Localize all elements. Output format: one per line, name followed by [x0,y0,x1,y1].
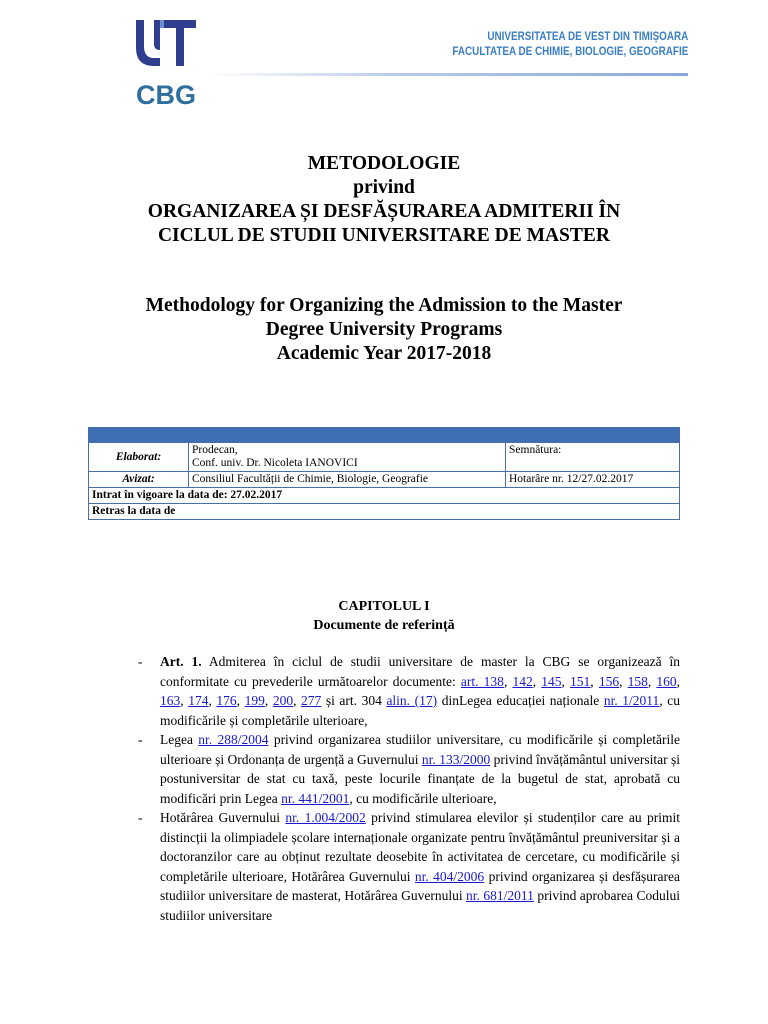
table-row [89,504,680,520]
document-subtitle [0,294,768,366]
header-divider [208,73,688,76]
link-oug-133-2000[interactable]: nr. 133/2000 [421,751,491,767]
intrat-in-vigoare: Intrat în vigoare la data de: 27.02.2017 [89,488,680,504]
text-run: , [293,693,302,708]
article-label: Art. 1. [160,654,202,669]
subtitle-line-1: Methodology for Organizing the Admission to the Master [145,295,623,316]
text-run: , [590,673,599,689]
subtitle-line-2: Degree University Programs [265,319,503,340]
text-run: dinLegea educației naționale [437,693,604,708]
faculty-name: FACULTATEA DE CHIMIE, BIOLOGIE, GEOGRAFIE [452,46,688,58]
list-item [136,652,680,730]
university-logo [130,14,200,110]
link-art-163[interactable]: 163 [160,693,181,708]
retras-la-data: Retras la data de [89,504,680,520]
link-alin-17[interactable]: alin. (17) [386,693,438,708]
logo-cbg-text: CBG [136,80,196,110]
link-art-145[interactable]: 145 [541,673,562,689]
text-run: , [619,673,628,689]
approval-table [88,427,680,520]
link-legea-288-2004[interactable]: nr. 288/2004 [198,732,269,747]
table-row [89,443,680,472]
text-run: privind aprobarea Codului studiilor universitare [160,888,680,923]
table-row [89,488,680,504]
text-run: , [208,693,217,708]
link-hg-681-2011[interactable]: nr. 681/2011 [466,888,534,903]
subtitle-line-3: Academic Year 2017-2018 [276,343,492,364]
table-header-bar [89,428,680,443]
bullet-marker: - [138,810,143,825]
link-art-176[interactable]: 176 [216,693,237,708]
title-line-4: CICLUL DE STUDII UNIVERSITARE DE MASTER [157,225,611,246]
link-art-142[interactable]: 142 [512,673,533,689]
link-art-158[interactable]: 158 [627,673,648,689]
elaborat-value [189,443,506,472]
table-row [89,472,680,488]
text-run: privind organizarea studiilor universitare, cu modificările și completările ulterioare și Ordonanța de urgență a Guvernului [160,732,680,767]
text-run: privind organizarea și desfășurarea studiilor universitare de masterat, Hotărârea Guvernului [160,868,680,903]
list-item [136,730,680,808]
chapter-title: CAPITOLUL I [338,599,430,614]
text-run: , [676,673,680,689]
bullet-marker: - [138,732,143,747]
text-run: , [532,673,542,689]
bullet-marker: - [138,654,143,669]
text-run: Hotărârea Guvernului [160,810,286,825]
link-hg-404-2006[interactable]: nr. 404/2006 [414,868,485,884]
link-art-156[interactable]: 156 [598,673,620,689]
ut-logo-mark-icon [130,14,200,78]
text-run: , [503,673,513,689]
text-run: și art. 304 [321,693,387,708]
text-run: , [236,693,245,708]
text-run: Admiterea în ciclul de studii universitare de master la CBG se organizează în conformitate cu prevederile următoarelor documente: [160,654,680,689]
title-line-1: METODOLOGIE [307,153,461,174]
reference-documents-list [136,652,680,925]
text-run: , [264,693,273,708]
elaborat-person: Conf. univ. Dr. Nicoleta IANOVICI [192,457,358,469]
institution-names [452,30,688,60]
link-art-151[interactable]: 151 [570,673,591,689]
avizat-label: Avizat: [89,472,189,488]
link-legea-1-2011[interactable]: nr. 1/2011 [603,693,660,708]
text-run: , cu modificările ulterioare, [349,790,497,806]
document-title [0,152,768,248]
chapter-heading [0,597,768,635]
text-run: Legea [160,732,199,747]
text-run: privind învățământul universitar și postuniversitar de stat cu taxă, peste locurile finanțate de la bugetul de stat, aprobată cu modificări prin Legea [160,751,680,806]
list-item [136,808,680,925]
title-line-3: ORGANIZAREA ȘI DESFĂȘURAREA ADMITERII ÎN [147,201,621,222]
semnatura-cell: Semnătura: [506,443,680,472]
avizat-value: Consiliul Facultății de Chimie, Biologie, Geografie [189,472,506,488]
elaborat-label: Elaborat: [89,443,189,472]
hotarare-value: Hotarâre nr. 12/27.02.2017 [506,472,680,488]
text-run: , cu modificările și completările ulterioare, [160,693,680,728]
page-header [0,0,768,120]
university-name: UNIVERSITATEA DE VEST DIN TIMIȘOARA [487,31,688,43]
text-run: , [647,673,657,689]
title-line-2: privind [353,177,415,198]
link-art-200[interactable]: 200 [272,693,294,708]
link-art-277[interactable]: 277 [301,693,322,708]
link-legea-441-2001[interactable]: nr. 441/2001 [281,790,350,806]
text-run: privind stimularea elevilor și studenților care au primit distincții la olimpiadele școlare internaționale organizate pentru învățământul preuniversitar și a doctoranzilor care au obținut rezultate deosebite în activitatea de cercetare, cu modificările și completările ulterioare, Hotărârea Guvernului [160,810,680,884]
chapter-subtitle: Documente de referință [313,618,455,633]
link-art-138[interactable]: art. 138 [460,673,504,689]
link-art-174[interactable]: 174 [188,693,209,708]
elaborat-role: Prodecan, [192,444,238,456]
link-art-199[interactable]: 199 [244,693,265,708]
text-run: , [561,673,571,689]
text-run: , [180,693,189,708]
link-art-160[interactable]: 160 [656,673,677,689]
link-hg-1004-2002[interactable]: nr. 1.004/2002 [285,810,366,825]
